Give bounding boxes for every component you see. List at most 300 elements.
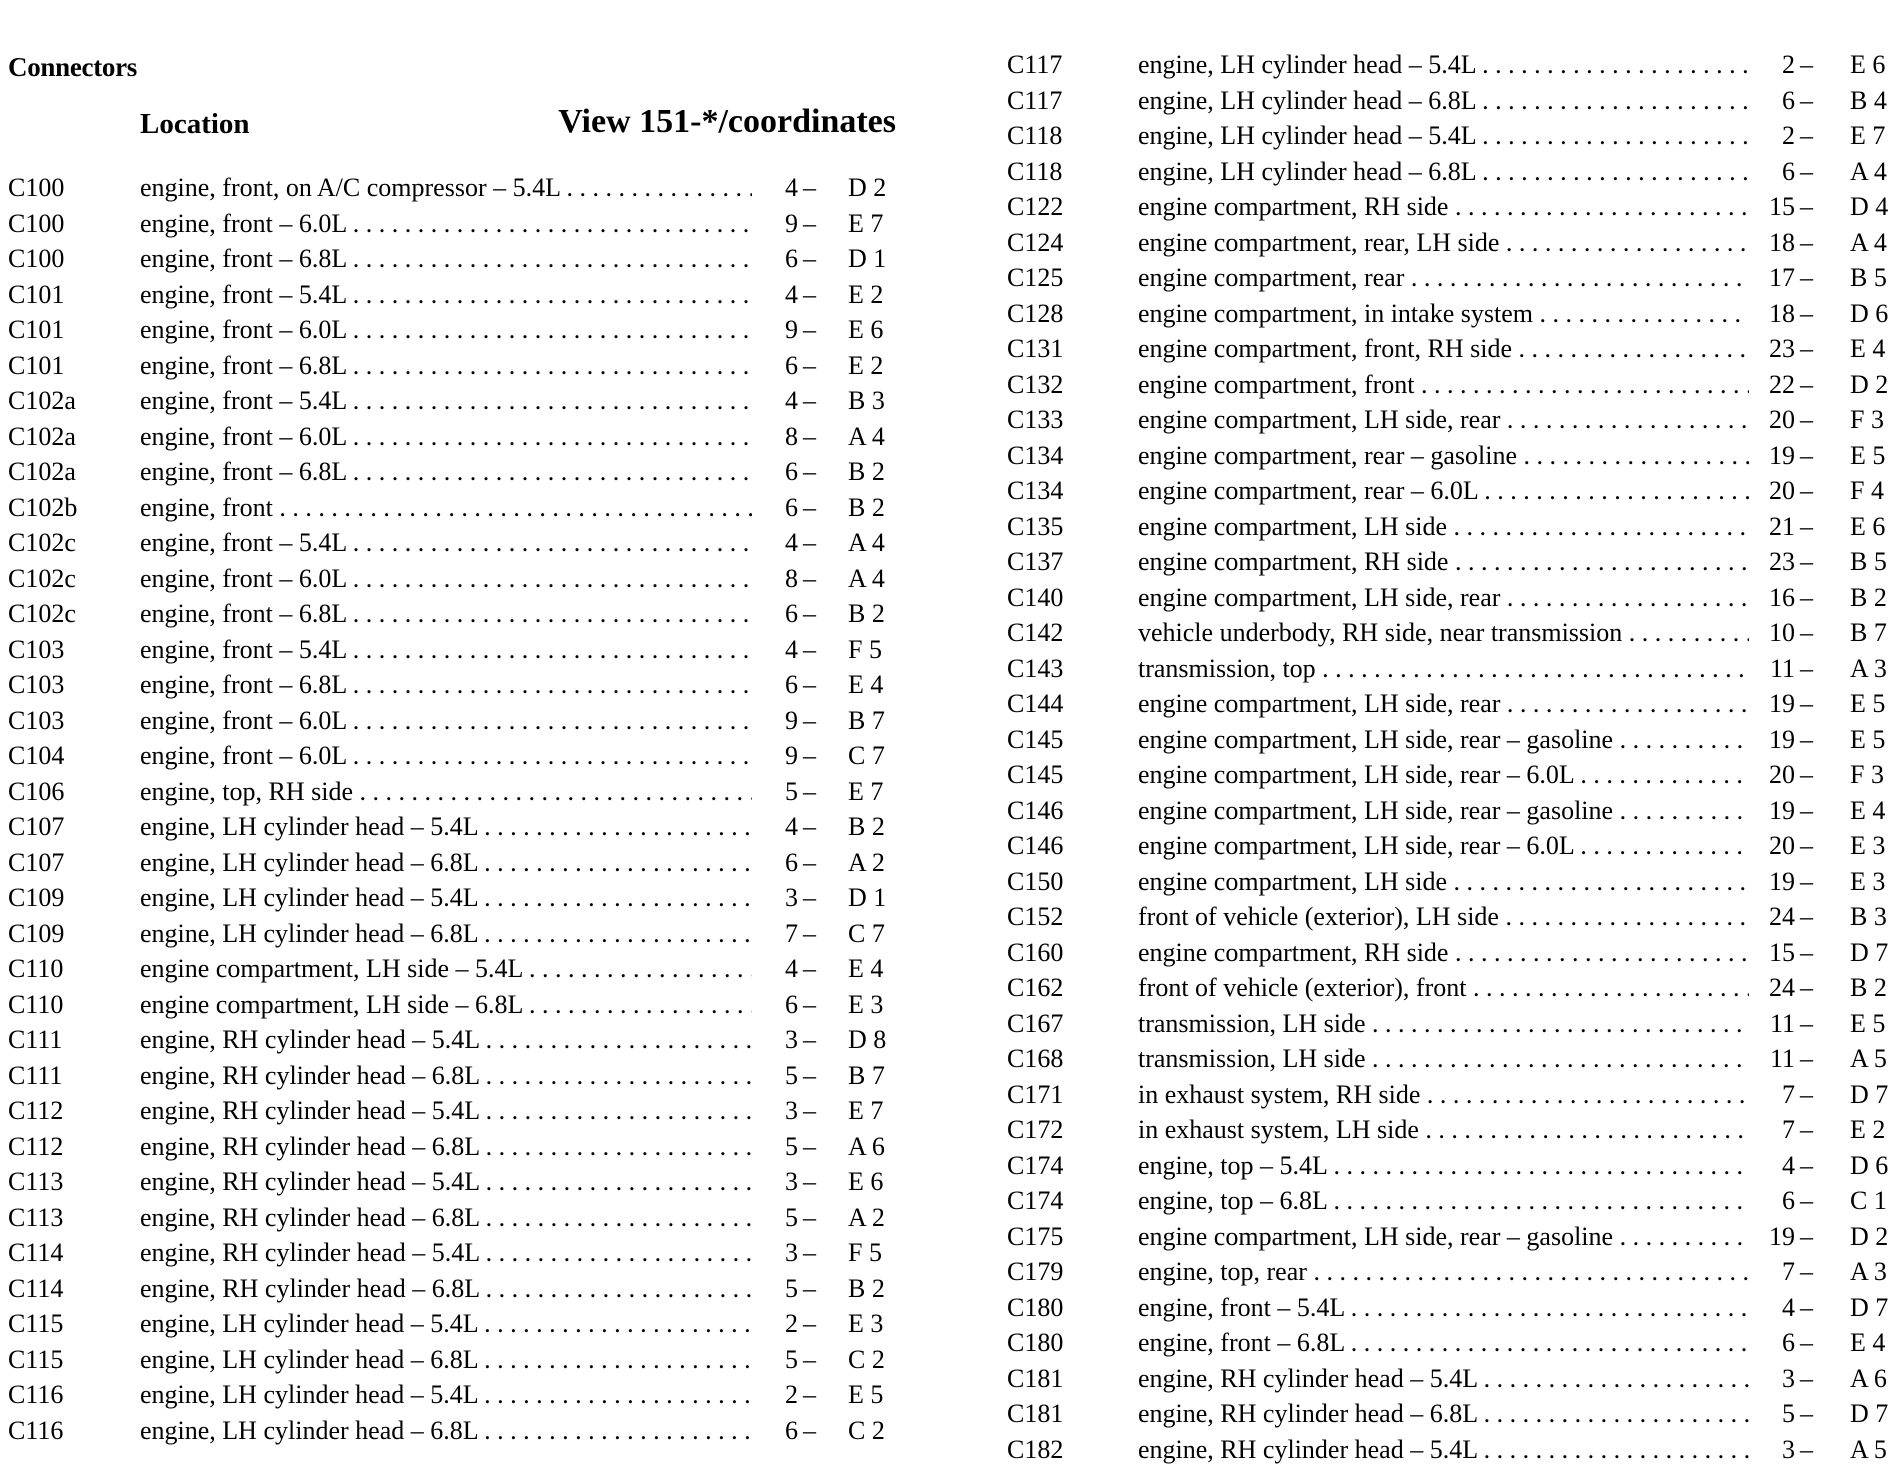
view-number: 9 [752, 209, 798, 239]
connector-row [8, 670, 898, 706]
connector-row [8, 741, 898, 777]
grid-coordinate: C 7 [848, 741, 885, 771]
view-number: 3 [1749, 1364, 1795, 1394]
view-number: 2 [1749, 50, 1795, 80]
grid-coordinate: E 7 [848, 777, 883, 807]
connector-id: C114 [8, 1238, 63, 1268]
connector-location: engine, front – 6.8L . . . [140, 599, 760, 629]
connector-location: engine, RH cylinder head – 5.4L . . . [1138, 1364, 1757, 1394]
connector-id: C110 [8, 954, 63, 984]
connector-id: C113 [8, 1203, 63, 1233]
connector-id: C103 [8, 635, 64, 665]
connector-id: C174 [1007, 1186, 1063, 1216]
connector-location: engine compartment, LH side – 6.8L . . . [140, 990, 760, 1020]
view-number: 19 [1749, 725, 1795, 755]
grid-coordinate: E 6 [1850, 50, 1885, 80]
connector-id: C152 [1007, 902, 1063, 932]
connector-row [1007, 370, 1900, 406]
connector-row [8, 990, 898, 1026]
dash-separator: – [803, 564, 816, 594]
connector-id: C172 [1007, 1115, 1063, 1145]
dash-separator: – [803, 1132, 816, 1162]
connector-row [1007, 654, 1900, 690]
connector-id: C109 [8, 919, 64, 949]
connector-row [8, 564, 898, 600]
connector-row [8, 1380, 898, 1416]
connector-row [1007, 1222, 1900, 1258]
connector-location: vehicle underbody, RH side, near transmission . . . [1138, 618, 1757, 648]
grid-coordinate: A 6 [1850, 1364, 1887, 1394]
connector-row [8, 493, 898, 529]
grid-coordinate: E 4 [1850, 334, 1885, 364]
dash-separator: – [1800, 1328, 1813, 1358]
connector-row [8, 1309, 898, 1345]
connector-location: engine compartment, RH side . . . [1138, 938, 1757, 968]
grid-coordinate: D 8 [848, 1025, 886, 1055]
connector-id: C167 [1007, 1009, 1063, 1039]
connector-location: in exhaust system, LH side . . . [1138, 1115, 1757, 1145]
dash-separator: – [803, 422, 816, 452]
connector-id: C116 [8, 1416, 63, 1446]
connector-row [1007, 902, 1900, 938]
connector-location: engine, RH cylinder head – 6.8L . . . [140, 1132, 760, 1162]
grid-coordinate: C 2 [848, 1345, 885, 1375]
connector-location: engine, RH cylinder head – 6.8L . . . [140, 1203, 760, 1233]
connector-id: C142 [1007, 618, 1063, 648]
connector-row [1007, 334, 1900, 370]
view-number: 7 [1749, 1115, 1795, 1145]
dash-separator: – [1800, 831, 1813, 861]
dash-separator: – [1800, 689, 1813, 719]
dash-separator: – [803, 528, 816, 558]
connector-id: C102a [8, 422, 76, 452]
connector-id: C174 [1007, 1151, 1063, 1181]
connector-row [1007, 1399, 1900, 1435]
connector-row [1007, 973, 1900, 1009]
dash-separator: – [1800, 618, 1813, 648]
view-number: 24 [1749, 973, 1795, 1003]
connector-row [1007, 725, 1900, 761]
grid-coordinate: E 6 [1850, 512, 1885, 542]
connector-row [8, 883, 898, 919]
view-number: 6 [752, 457, 798, 487]
connector-id: C106 [8, 777, 64, 807]
view-number: 19 [1749, 796, 1795, 826]
connector-row [1007, 760, 1900, 796]
connector-id: C132 [1007, 370, 1063, 400]
connector-row [8, 422, 898, 458]
connector-location: engine, LH cylinder head – 5.4L . . . [140, 1309, 760, 1339]
view-number: 10 [1749, 618, 1795, 648]
view-number: 20 [1749, 405, 1795, 435]
grid-coordinate: B 3 [1850, 902, 1887, 932]
grid-coordinate: E 6 [848, 1167, 883, 1197]
view-number: 19 [1749, 441, 1795, 471]
view-number: 20 [1749, 831, 1795, 861]
connector-row [8, 1061, 898, 1097]
connector-row [1007, 867, 1900, 903]
connector-id: C162 [1007, 973, 1063, 1003]
view-number: 3 [752, 1096, 798, 1126]
connector-id: C102b [8, 493, 77, 523]
view-number: 7 [1749, 1257, 1795, 1287]
view-number: 4 [752, 954, 798, 984]
connector-id: C102c [8, 564, 76, 594]
connector-row [8, 244, 898, 280]
connector-location: engine compartment, rear – gasoline . . . [1138, 441, 1757, 471]
grid-coordinate: F 5 [848, 635, 882, 665]
connector-location: engine compartment, LH side – 5.4L . . . [140, 954, 760, 984]
dash-separator: – [803, 954, 816, 984]
view-number: 2 [752, 1380, 798, 1410]
connector-location: engine, top – 6.8L . . . [1138, 1186, 1757, 1216]
dash-separator: – [803, 1025, 816, 1055]
grid-coordinate: A 2 [848, 848, 885, 878]
connector-location: engine compartment, front, RH side . . . [1138, 334, 1757, 364]
grid-coordinate: B 7 [1850, 618, 1887, 648]
grid-coordinate: A 3 [1850, 1257, 1887, 1287]
connector-id: C122 [1007, 192, 1063, 222]
connector-location: engine, RH cylinder head – 5.4L . . . [140, 1096, 760, 1126]
view-number: 4 [752, 173, 798, 203]
dash-separator: – [1800, 654, 1813, 684]
connector-id: C180 [1007, 1328, 1063, 1358]
connector-location: engine, LH cylinder head – 5.4L . . . [140, 1380, 760, 1410]
connector-location: engine compartment, LH side, rear – gasoline . . . [1138, 725, 1757, 755]
connector-row [8, 919, 898, 955]
connector-row [8, 280, 898, 316]
connector-id: C175 [1007, 1222, 1063, 1252]
dash-separator: – [1800, 547, 1813, 577]
connector-location: engine, top, rear . . . [1138, 1257, 1757, 1287]
connector-row [1007, 299, 1900, 335]
connector-row [1007, 689, 1900, 725]
dash-separator: – [1800, 263, 1813, 293]
grid-coordinate: E 7 [1850, 121, 1885, 151]
connector-row [1007, 618, 1900, 654]
dash-separator: – [1800, 1009, 1813, 1039]
connector-location: engine, front – 6.8L . . . [140, 244, 760, 274]
grid-coordinate: E 7 [848, 1096, 883, 1126]
dash-separator: – [1800, 973, 1813, 1003]
grid-coordinate: F 3 [1850, 405, 1884, 435]
dash-separator: – [1800, 1257, 1813, 1287]
grid-coordinate: E 5 [848, 1380, 883, 1410]
connector-row [1007, 1044, 1900, 1080]
grid-coordinate: B 2 [848, 812, 885, 842]
grid-coordinate: E 3 [848, 1309, 883, 1339]
grid-coordinate: C 7 [848, 919, 885, 949]
grid-coordinate: C 1 [1850, 1186, 1887, 1216]
connector-location: engine compartment, LH side, rear – 6.0L . . . [1138, 760, 1757, 790]
connector-id: C124 [1007, 228, 1063, 258]
connector-id: C107 [8, 848, 64, 878]
dash-separator: – [803, 990, 816, 1020]
location-column-header: Location [140, 109, 250, 139]
dash-separator: – [1800, 228, 1813, 258]
dash-separator: – [803, 848, 816, 878]
connector-row [8, 954, 898, 990]
connector-id: C116 [8, 1380, 63, 1410]
grid-coordinate: B 7 [848, 1061, 885, 1091]
connector-location: engine compartment, RH side . . . [1138, 547, 1757, 577]
grid-coordinate: E 5 [1850, 1009, 1885, 1039]
dash-separator: – [803, 457, 816, 487]
connector-location: engine compartment, LH side . . . [1138, 867, 1757, 897]
connector-id: C133 [1007, 405, 1063, 435]
connector-id: C117 [1007, 50, 1062, 80]
right-connector-list [1007, 50, 1900, 1470]
connector-id: C137 [1007, 547, 1063, 577]
connector-id: C118 [1007, 121, 1062, 151]
connector-location: engine compartment, LH side, rear – gasoline . . . [1138, 796, 1757, 826]
dash-separator: – [803, 209, 816, 239]
connector-location: engine, LH cylinder head – 5.4L . . . [1138, 50, 1757, 80]
connector-row [1007, 192, 1900, 228]
grid-coordinate: B 2 [1850, 973, 1887, 1003]
dash-separator: – [1800, 760, 1813, 790]
dash-separator: – [803, 670, 816, 700]
connector-location: engine, LH cylinder head – 6.8L . . . [1138, 86, 1757, 116]
connector-id: C101 [8, 280, 64, 310]
connector-row [1007, 547, 1900, 583]
dash-separator: – [1800, 192, 1813, 222]
connector-row [8, 1345, 898, 1381]
grid-coordinate: D 1 [848, 244, 886, 274]
view-number: 4 [752, 812, 798, 842]
connector-row [8, 777, 898, 813]
connector-id: C168 [1007, 1044, 1063, 1074]
connector-row [8, 1132, 898, 1168]
view-number: 15 [1749, 938, 1795, 968]
grid-coordinate: E 6 [848, 315, 883, 345]
connector-row [8, 1025, 898, 1061]
connector-id: C101 [8, 351, 64, 381]
connector-id: C109 [8, 883, 64, 913]
grid-coordinate: B 5 [1850, 263, 1887, 293]
connector-id: C171 [1007, 1080, 1063, 1110]
grid-coordinate: A 2 [848, 1203, 885, 1233]
grid-coordinate: B 2 [848, 1274, 885, 1304]
connector-location: engine, top – 5.4L . . . [1138, 1151, 1757, 1181]
grid-coordinate: B 2 [848, 457, 885, 487]
connector-id: C112 [8, 1096, 63, 1126]
connector-location: engine, LH cylinder head – 5.4L . . . [1138, 121, 1757, 151]
connector-location: engine, front – 6.8L . . . [140, 670, 760, 700]
view-number: 11 [1749, 1009, 1795, 1039]
grid-coordinate: E 4 [848, 954, 883, 984]
dash-separator: – [1800, 299, 1813, 329]
connector-row [8, 812, 898, 848]
connector-id: C179 [1007, 1257, 1063, 1287]
connector-location: engine compartment, rear, LH side . . . [1138, 228, 1757, 258]
dash-separator: – [1800, 938, 1813, 968]
connector-location: engine, front – 5.4L . . . [1138, 1293, 1757, 1323]
connector-location: engine, LH cylinder head – 6.8L . . . [140, 1345, 760, 1375]
grid-coordinate: F 3 [1850, 760, 1884, 790]
connector-row [8, 1238, 898, 1274]
dash-separator: – [803, 1203, 816, 1233]
view-number: 3 [752, 1238, 798, 1268]
view-number: 9 [752, 315, 798, 345]
connector-id: C181 [1007, 1399, 1063, 1429]
grid-coordinate: D 7 [1850, 1399, 1888, 1429]
connector-row [1007, 1115, 1900, 1151]
connector-location: engine, top, RH side . . . [140, 777, 760, 807]
dash-separator: – [803, 1274, 816, 1304]
view-number: 6 [752, 244, 798, 274]
dash-separator: – [1800, 1364, 1813, 1394]
connector-location: engine compartment, in intake system . . . [1138, 299, 1757, 329]
connector-location: engine, front – 6.8L . . . [140, 351, 760, 381]
grid-coordinate: E 7 [848, 209, 883, 239]
grid-coordinate: B 2 [848, 493, 885, 523]
dash-separator: – [1800, 512, 1813, 542]
connector-row [8, 209, 898, 245]
view-number: 6 [752, 848, 798, 878]
dash-separator: – [803, 244, 816, 274]
view-number: 23 [1749, 547, 1795, 577]
view-column-header: View 151-*/coordinates [558, 104, 896, 140]
connector-location: engine, LH cylinder head – 6.8L . . . [140, 848, 760, 878]
view-number: 4 [1749, 1151, 1795, 1181]
connector-id: C131 [1007, 334, 1063, 364]
grid-coordinate: E 4 [1850, 1328, 1885, 1358]
connector-location: engine compartment, front . . . [1138, 370, 1757, 400]
connector-id: C146 [1007, 831, 1063, 861]
grid-coordinate: F 5 [848, 1238, 882, 1268]
connector-row [1007, 1293, 1900, 1329]
dash-separator: – [803, 1309, 816, 1339]
connector-location: engine, front – 6.0L . . . [140, 564, 760, 594]
grid-coordinate: A 5 [1850, 1044, 1887, 1074]
dash-separator: – [803, 812, 816, 842]
dash-separator: – [803, 741, 816, 771]
dash-separator: – [803, 1380, 816, 1410]
dash-separator: – [803, 635, 816, 665]
grid-coordinate: D 2 [1850, 1222, 1888, 1252]
connector-row [1007, 1328, 1900, 1364]
connector-location: in exhaust system, RH side . . . [1138, 1080, 1757, 1110]
connector-id: C115 [8, 1345, 63, 1375]
dash-separator: – [803, 1167, 816, 1197]
view-number: 15 [1749, 192, 1795, 222]
connector-id: C102a [8, 457, 76, 487]
view-number: 8 [752, 422, 798, 452]
connector-row [1007, 263, 1900, 299]
connector-row [8, 706, 898, 742]
view-number: 7 [1749, 1080, 1795, 1110]
dash-separator: – [803, 493, 816, 523]
connector-location: engine, front – 5.4L . . . [140, 280, 760, 310]
connector-location: engine, front – 6.0L . . . [140, 706, 760, 736]
connector-row [8, 457, 898, 493]
connector-id: C140 [1007, 583, 1063, 613]
connector-row [1007, 796, 1900, 832]
connector-row [1007, 583, 1900, 619]
connector-row [1007, 1009, 1900, 1045]
grid-coordinate: A 3 [1850, 654, 1887, 684]
connector-id: C180 [1007, 1293, 1063, 1323]
page-title: Connectors [8, 52, 137, 82]
dash-separator: – [1800, 1435, 1813, 1465]
connector-location: engine, LH cylinder head – 6.8L . . . [1138, 157, 1757, 187]
connector-row [1007, 476, 1900, 512]
grid-coordinate: E 3 [848, 990, 883, 1020]
connector-id: C143 [1007, 654, 1063, 684]
connector-location: front of vehicle (exterior), front . . . [1138, 973, 1757, 1003]
view-number: 18 [1749, 299, 1795, 329]
connector-row [8, 1203, 898, 1239]
dash-separator: – [803, 1416, 816, 1446]
grid-coordinate: E 3 [1850, 831, 1885, 861]
dash-separator: – [1800, 1115, 1813, 1145]
connector-id: C160 [1007, 938, 1063, 968]
connector-id: C102c [8, 599, 76, 629]
connector-id: C111 [8, 1025, 62, 1055]
connector-row [8, 1274, 898, 1310]
connector-location: engine, RH cylinder head – 6.8L . . . [1138, 1399, 1757, 1429]
view-number: 18 [1749, 228, 1795, 258]
dash-separator: – [1800, 1293, 1813, 1323]
connector-row [1007, 441, 1900, 477]
view-number: 5 [752, 1061, 798, 1091]
grid-coordinate: D 2 [848, 173, 886, 203]
connector-id: C101 [8, 315, 64, 345]
dash-separator: – [1800, 334, 1813, 364]
view-number: 3 [752, 883, 798, 913]
connector-location: engine compartment, LH side, rear . . . [1138, 405, 1757, 435]
dash-separator: – [1800, 583, 1813, 613]
dash-separator: – [803, 1345, 816, 1375]
connector-row [8, 528, 898, 564]
view-number: 4 [752, 635, 798, 665]
grid-coordinate: A 5 [1850, 1435, 1887, 1465]
dash-separator: – [1800, 441, 1813, 471]
dash-separator: – [1800, 121, 1813, 151]
connector-id: C100 [8, 173, 64, 203]
connector-location: engine compartment, LH side, rear – gasoline . . . [1138, 1222, 1757, 1252]
connector-location: engine, front . . . [140, 493, 760, 523]
connector-row [1007, 831, 1900, 867]
view-number: 6 [1749, 1186, 1795, 1216]
view-number: 4 [1749, 1293, 1795, 1323]
view-number: 6 [752, 1416, 798, 1446]
view-number: 23 [1749, 334, 1795, 364]
connector-row [8, 315, 898, 351]
connector-row [1007, 50, 1900, 86]
grid-coordinate: E 5 [1850, 689, 1885, 719]
grid-coordinate: B 4 [1850, 86, 1887, 116]
grid-coordinate: A 4 [848, 422, 885, 452]
connector-row [1007, 512, 1900, 548]
connector-row [8, 848, 898, 884]
connector-location: transmission, LH side . . . [1138, 1009, 1757, 1039]
grid-coordinate: D 4 [1850, 192, 1888, 222]
dash-separator: – [1800, 1044, 1813, 1074]
dash-separator: – [1800, 1186, 1813, 1216]
connector-id: C181 [1007, 1364, 1063, 1394]
grid-coordinate: E 2 [848, 351, 883, 381]
view-number: 5 [1749, 1399, 1795, 1429]
connector-location: engine compartment, LH side, rear . . . [1138, 689, 1757, 719]
grid-coordinate: D 7 [1850, 1293, 1888, 1323]
grid-coordinate: D 6 [1850, 1151, 1888, 1181]
view-number: 8 [752, 564, 798, 594]
connector-row [1007, 1080, 1900, 1116]
connector-location: engine, front – 5.4L . . . [140, 528, 760, 558]
dash-separator: – [1800, 50, 1813, 80]
